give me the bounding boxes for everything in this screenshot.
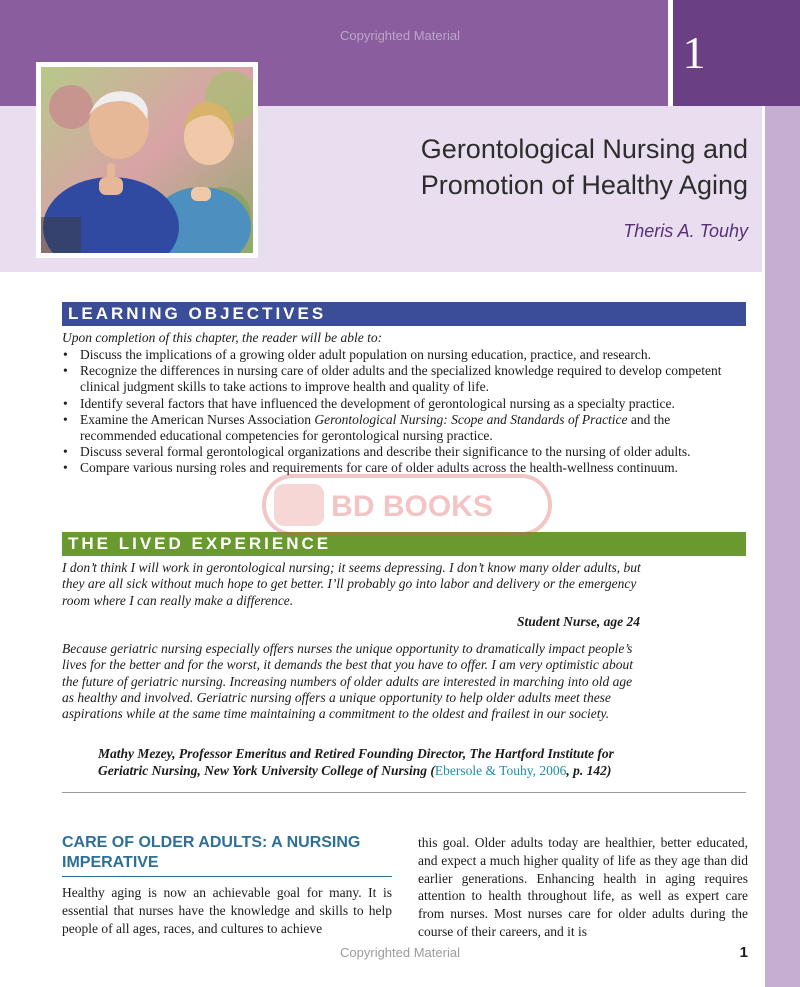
copyright-watermark-bottom: Copyrighted Material xyxy=(340,945,460,960)
objective-text: Examine the American Nurses Association xyxy=(80,411,315,427)
copyright-watermark-top: Copyrighted Material xyxy=(340,28,460,43)
chapter-title xyxy=(330,131,748,203)
attribution-text: Mathy Mezey, Professor Emeritus and Retired Founding Director, The Hartford Institute for Geriatric Nursing, New York University College of Nursing ( xyxy=(98,746,614,778)
chapter-title-line-1: Gerontological Nursing and xyxy=(420,134,748,164)
citation-link[interactable]: Ebersole & Touhy, 2006 xyxy=(434,763,567,778)
chapter-title-line-2: Promotion of Healthy Aging xyxy=(420,170,748,200)
chapter-number: 1 xyxy=(682,27,706,78)
right-margin-strip xyxy=(765,106,800,987)
page-number: 1 xyxy=(739,944,748,961)
care-heading-underline xyxy=(62,876,392,877)
body-column-right: this goal. Older adults today are healthier, better educated, and expect a much higher quality of life as they age than did earlier generations. Enhancing health in aging requires attention to health throughout life, as well as expert care from nurses. Most nurses care for older adults during the course of their careers, and it is xyxy=(418,835,748,939)
objective-item: • Recognize the differences in nursing care of older adults and the specialized knowledge required to develop competent clinical judgment skills to take actions to improve health and quality of life. xyxy=(62,363,742,395)
attribution-page: , p. 142) xyxy=(566,763,612,778)
objective-text: and the recommended educational competencies for gerontological nursing practice. xyxy=(80,411,671,444)
objectives-list xyxy=(62,347,742,477)
lived-attribution-mezey xyxy=(98,745,658,779)
svg-text:BD BOOKS: BD BOOKS xyxy=(331,490,493,523)
objectives-intro: Upon completion of this chapter, the reader will be able to: xyxy=(62,330,383,345)
body-column-left: Healthy aging is now an achievable goal for many. It is essential that nurses have the knowledge and skills to help people of all ages, races, and cultures to achieve xyxy=(62,885,392,936)
lived-attribution-student: Student Nurse, age 24 xyxy=(516,614,640,629)
objective-item: • Compare various nursing roles and requirements for care of older adults across the health-wellness continuum. xyxy=(62,460,742,476)
objective-item xyxy=(62,412,742,444)
bd-books-stamp-icon xyxy=(262,470,552,540)
chapter-photo xyxy=(36,62,258,258)
lived-quote-mezey: Because geriatric nursing especially offers nurses the unique opportunity to dramatically impact people’s lives for the better and for the worst, it demands the best that you have to offer. I am very optimistic about the future of geriatric nursing. Increasing numbers of older adults are interested in marching into old age as healthy and involved. Geriatric nursing offers a unique opportunity to help older adults meet these aspirations while at the same time maintaining a commitment to the oldest and frailest in our society. xyxy=(62,641,634,722)
learning-objectives-heading: LEARNING OBJECTIVES xyxy=(62,302,746,326)
objective-item: • Identify several factors that have influenced the development of gerontological nursing as a specialty practice. xyxy=(62,396,742,412)
chapter-author: Theris A. Touhy xyxy=(623,221,748,241)
care-heading-line-2: IMPERATIVE xyxy=(62,854,159,871)
chapter-number-box xyxy=(673,0,800,106)
section-divider xyxy=(62,792,746,793)
care-heading-line-1: CARE OF OLDER ADULTS: A NURSING xyxy=(62,834,361,851)
care-section-heading xyxy=(62,833,392,873)
photo-elderly-man-and-nurse-icon xyxy=(41,67,253,253)
lived-quote-student: I don’t think I will work in gerontological nursing; it seems depressing. I don’t know many older adults, but they are all sick without much hope to get better. I’ll probably go into labor and delivery or the emergency room where I can really make a difference. xyxy=(62,560,641,608)
lived-experience-heading: THE LIVED EXPERIENCE xyxy=(62,532,746,556)
objective-item: • Discuss the implications of a growing older adult population on nursing education, practice, and research. xyxy=(62,347,742,363)
objective-item: • Discuss several formal gerontological organizations and describe their significance to the nursing of older adults. xyxy=(62,444,742,460)
objective-book-title: Gerontological Nursing: Scope and Standards of Practice xyxy=(314,411,628,427)
